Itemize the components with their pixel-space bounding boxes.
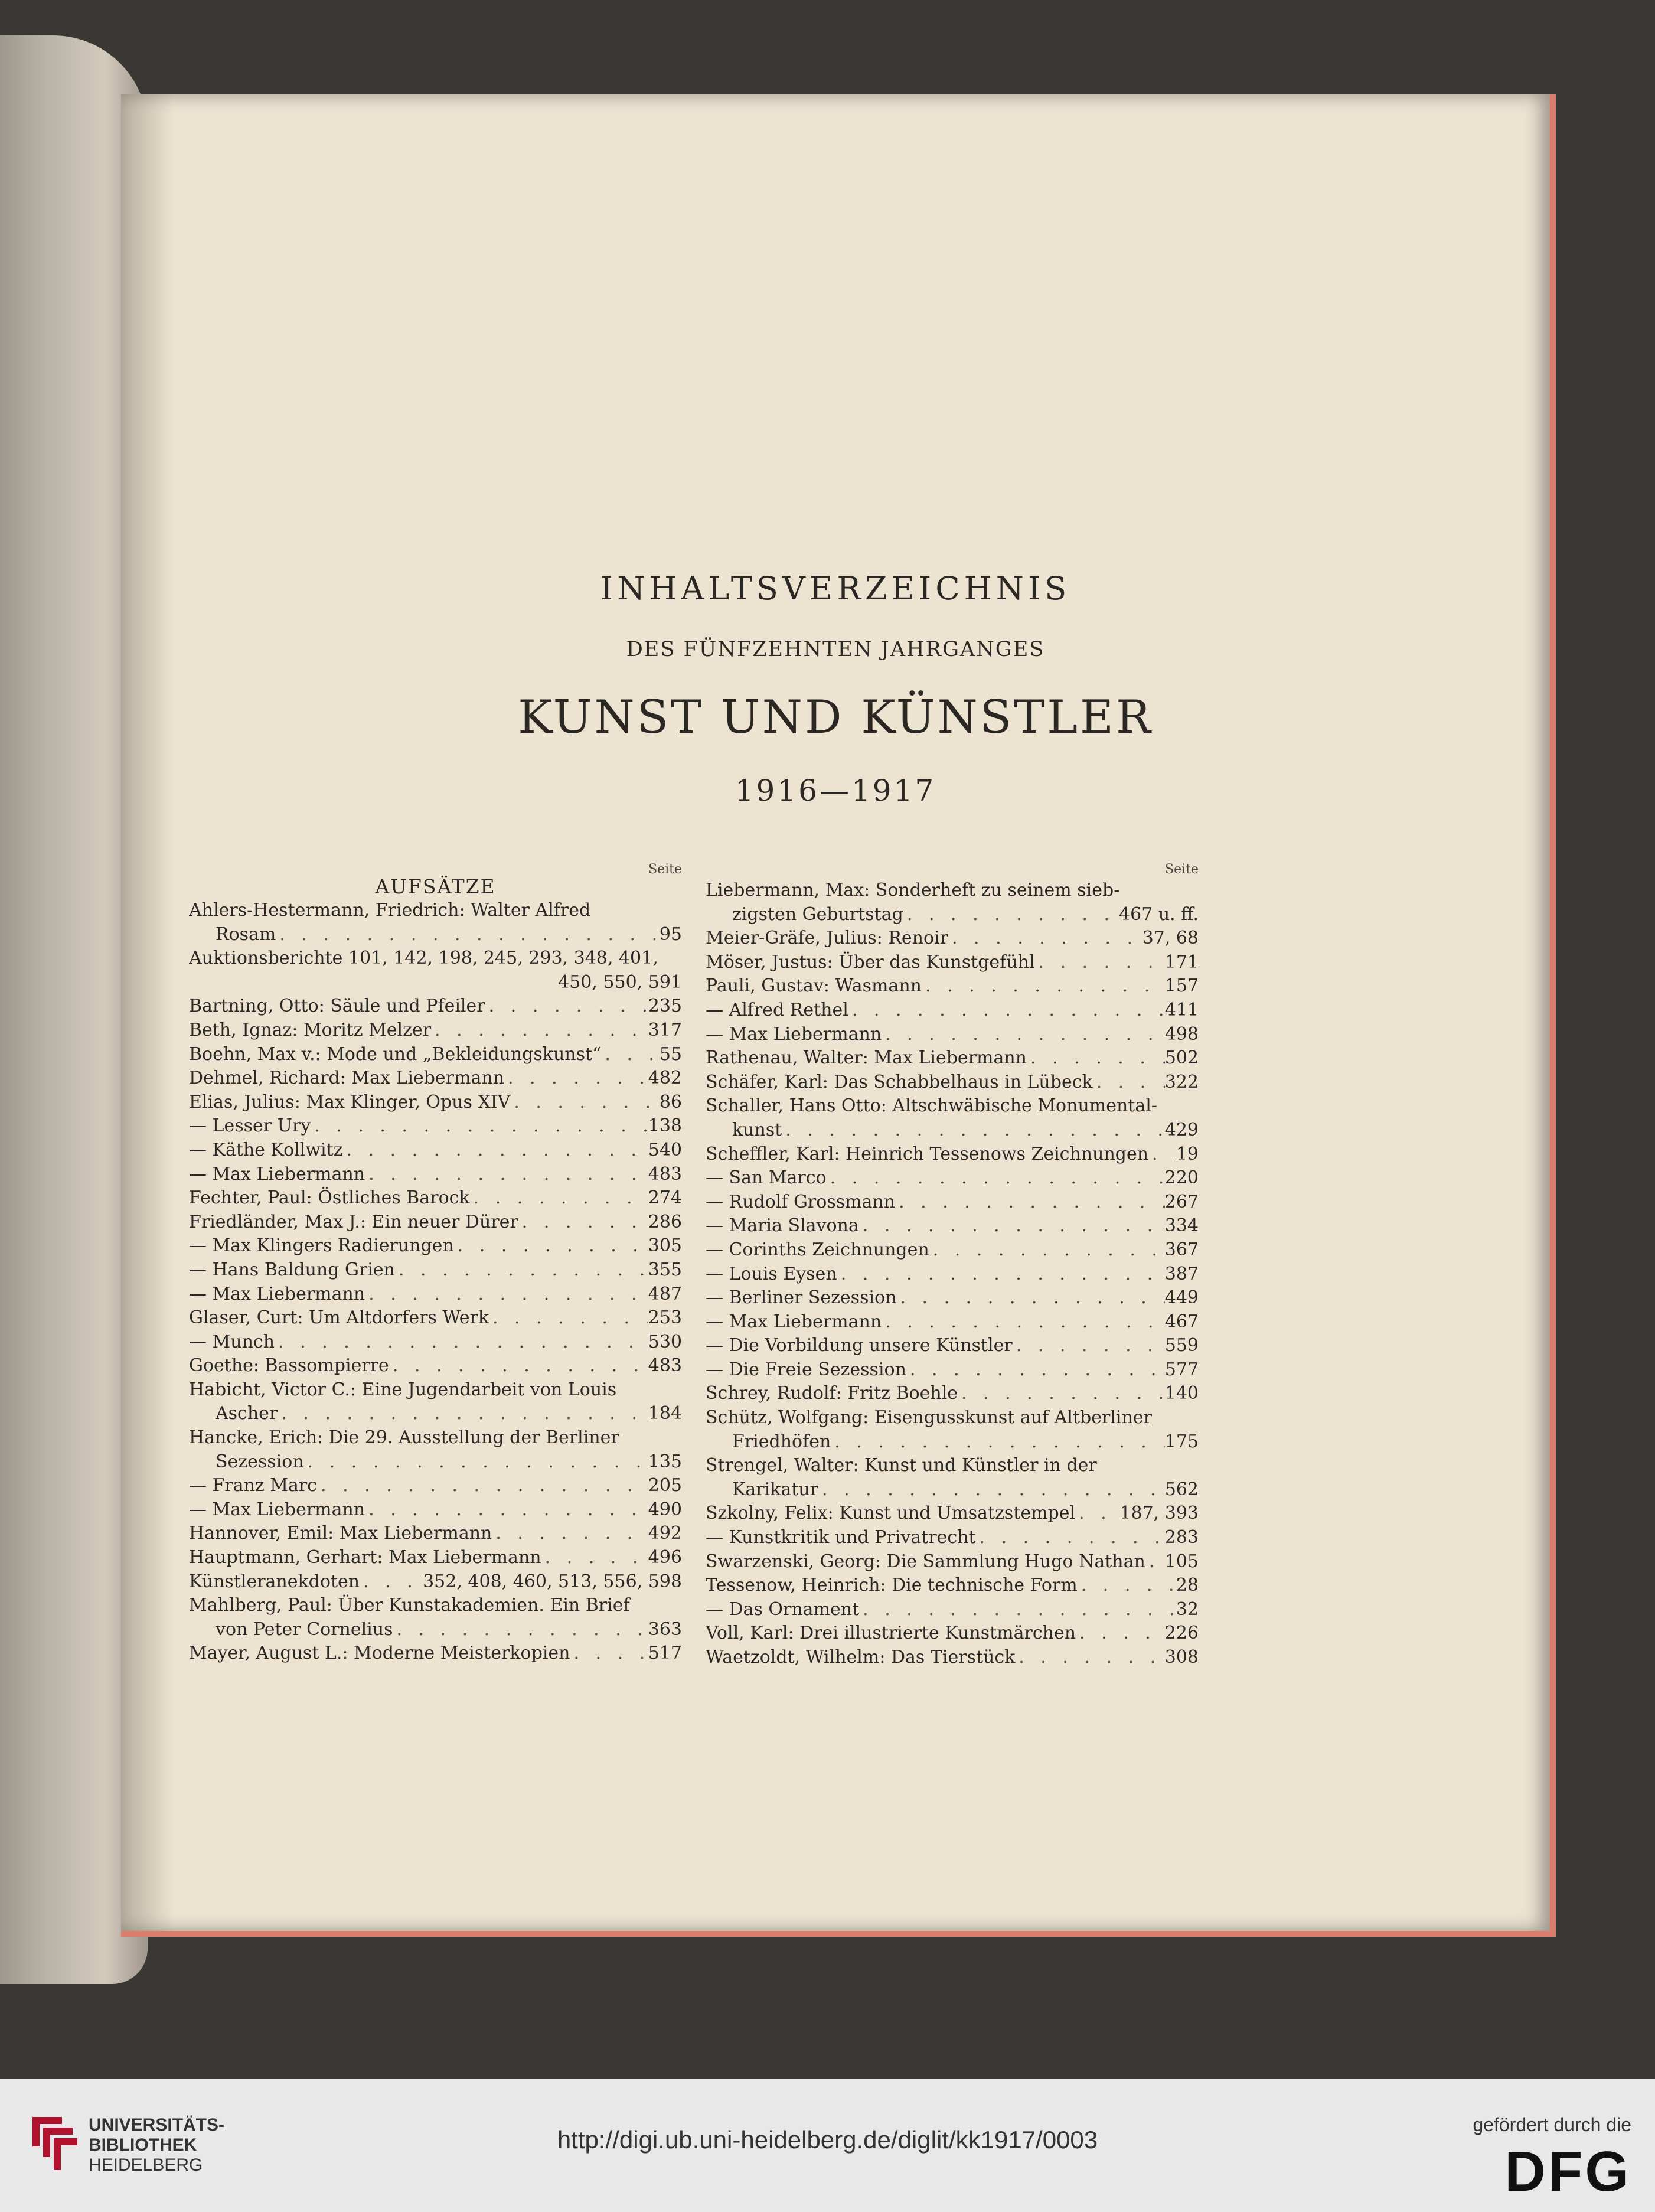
- toc-entry: [706, 1286, 1199, 1310]
- toc-entry-title: Friedländer, Max J.: Ein neuer Dürer: [189, 1211, 518, 1232]
- dot-leader: [859, 1214, 1165, 1238]
- toc-entry-page: 352, 408, 460, 513, 556, 598: [423, 1571, 682, 1592]
- toc-entry-title: Boehn, Max v.: Mode und „Bekleidungskunst“: [189, 1043, 602, 1065]
- toc-entry: [189, 1283, 682, 1307]
- dot-leader: [837, 1262, 1165, 1287]
- toc-entry-title: Meier-Gräfe, Julius: Renoir: [706, 928, 948, 949]
- dot-leader: [492, 1522, 648, 1546]
- toc-entry-page: 334: [1164, 1215, 1199, 1236]
- toc-entry-title: Dehmel, Richard: Max Liebermann: [189, 1068, 504, 1089]
- toc-entry-page: 175: [1164, 1431, 1199, 1452]
- toc-entry-title: kunst: [732, 1119, 782, 1140]
- toc-entry-page: 86: [659, 1091, 682, 1112]
- toc-entry: [706, 1046, 1199, 1071]
- toc-entry-title: Elias, Julius: Max Klinger, Opus XIV: [189, 1091, 511, 1112]
- toc-entry-page: 367: [1164, 1239, 1199, 1260]
- dot-leader: [1013, 1334, 1165, 1358]
- toc-entry: [189, 1642, 682, 1666]
- dot-leader: [782, 1118, 1164, 1143]
- dot-leader: [365, 1283, 648, 1307]
- toc-entry: [706, 1478, 1199, 1502]
- toc-entry-page: 355: [648, 1259, 682, 1280]
- toc-entry-title: — Max Liebermann: [189, 1499, 365, 1520]
- library-name-line: HEIDELBERG: [89, 2155, 203, 2175]
- toc-entry-title: von Peter Cornelius: [216, 1619, 393, 1640]
- toc-entry-page: 467 u. ff.: [1119, 903, 1199, 925]
- toc-entry-page: 171: [1164, 951, 1199, 973]
- toc-entry-title: Beth, Ignaz: Moritz Melzer: [189, 1019, 432, 1040]
- toc-entry-page: 135: [648, 1451, 682, 1472]
- toc-entry-title: Habicht, Victor C.: Eine Jugendarbeit von Louis: [189, 1379, 617, 1400]
- toc-entry: [189, 1306, 682, 1330]
- toc-entry-page: 95: [659, 924, 682, 945]
- toc-entry: [189, 1114, 682, 1138]
- toc-entry-title: Glaser, Curt: Um Altdorfers Werk: [189, 1307, 489, 1329]
- toc-entry-title: Scheffler, Karl: Heinrich Tessenows Zeichnungen: [706, 1143, 1149, 1164]
- toc-entry: [706, 1334, 1199, 1358]
- toc-entry-page: 490: [648, 1499, 682, 1520]
- dot-leader: [906, 1358, 1165, 1382]
- dot-leader: [510, 1091, 659, 1115]
- toc-entry-page: 184: [648, 1403, 682, 1424]
- toc-entry-title: — Franz Marc: [189, 1475, 317, 1496]
- toc-entry-page: 32: [1176, 1598, 1199, 1620]
- toc-entry-page: 429: [1164, 1119, 1199, 1140]
- toc-entry-page: 483: [648, 1355, 682, 1376]
- dot-leader: [1093, 1071, 1165, 1095]
- toc-entry-page: 283: [1164, 1527, 1199, 1548]
- dot-leader: [365, 1498, 648, 1522]
- section-heading: AUFSÄTZE: [375, 875, 496, 898]
- dot-leader: [848, 999, 1165, 1023]
- toc-entry: [706, 1358, 1199, 1382]
- toc-entry: [706, 1238, 1199, 1262]
- toc-entry: [706, 1430, 1199, 1454]
- toc-entry-title: Sezession: [216, 1451, 304, 1472]
- toc-entry: [189, 1498, 682, 1522]
- toc-entry-page: 37, 68: [1142, 928, 1199, 949]
- dot-leader: [278, 1402, 648, 1426]
- viewer-footer: [0, 2079, 1655, 2212]
- toc-entry-title: Ascher: [216, 1403, 278, 1424]
- toc-entry: [189, 1378, 682, 1402]
- dot-leader: [895, 1190, 1165, 1215]
- toc-entry: [189, 1043, 682, 1067]
- toc-entry-page: 577: [1164, 1359, 1199, 1380]
- toc-entry-page: 19: [1176, 1143, 1199, 1164]
- toc-entry-title: — Max Liebermann: [706, 1023, 882, 1045]
- toc-entry-title: — Rudolf Grossmann: [706, 1191, 896, 1212]
- toc-entry: [706, 1094, 1199, 1118]
- toc-entry-title: Möser, Justus: Über das Kunstgefühl: [706, 951, 1035, 973]
- toc-entry-title: — San Marco: [706, 1167, 827, 1189]
- toc-entry: [189, 1234, 682, 1258]
- dot-leader: [976, 1526, 1165, 1550]
- toc-entry-title: — Maria Slavona: [706, 1215, 859, 1236]
- dot-leader: [489, 1306, 648, 1330]
- toc-entry-title: — Hans Baldung Grien: [189, 1259, 395, 1280]
- toc-entry-title: — Munch: [189, 1331, 275, 1352]
- dot-leader: [470, 1186, 648, 1211]
- toc-entry: [189, 1546, 682, 1570]
- toc-entry-page: 138: [648, 1115, 682, 1137]
- toc-entry: [706, 951, 1199, 975]
- toc-entry-page: 411: [1164, 999, 1199, 1020]
- toc-entry-page: 28: [1176, 1575, 1199, 1596]
- toc-entry: [706, 1118, 1199, 1143]
- seite-label: Seite: [1165, 862, 1199, 877]
- toc-entry-page: 157: [1164, 976, 1199, 997]
- toc-entry: [189, 1522, 682, 1546]
- toc-entry-title: Mahlberg, Paul: Über Kunstakademien. Ein Brief: [189, 1595, 630, 1616]
- toc-entry-title: — Das Ornament: [706, 1598, 860, 1620]
- dot-leader: [275, 1330, 648, 1355]
- toc-entry: [189, 1618, 682, 1642]
- toc-entry: [706, 1262, 1199, 1287]
- toc-entry-page: 286: [648, 1211, 682, 1232]
- dot-leader: [431, 1019, 648, 1043]
- dot-leader: [831, 1430, 1164, 1454]
- dot-leader: [896, 1286, 1164, 1310]
- toc-entry-page: 267: [1164, 1191, 1199, 1212]
- dot-leader: [485, 994, 648, 1019]
- toc-entry: [706, 1310, 1199, 1335]
- toc-entry-page: 498: [1164, 1023, 1199, 1045]
- toc-entry: [189, 1211, 682, 1235]
- dot-leader: [518, 1211, 648, 1235]
- toc-entry-title: Mayer, August L.: Moderne Meisterkopien: [189, 1643, 570, 1664]
- toc-entry: [189, 1426, 682, 1450]
- toc-column-left: [189, 862, 682, 1666]
- toc-entry: [189, 1570, 682, 1594]
- dot-leader: [1035, 951, 1165, 975]
- toc-entry: [706, 1166, 1199, 1190]
- dot-leader: [601, 1043, 659, 1067]
- toc-entry-title: Friedhöfen: [732, 1431, 831, 1452]
- toc-entry-title: Bartning, Otto: Säule und Pfeiler: [189, 996, 485, 1017]
- toc-entry-title: Fechter, Paul: Östliches Barock: [189, 1187, 470, 1209]
- toc-entry: [706, 1071, 1199, 1095]
- toc-entry-title: Voll, Karl: Drei illustrierte Kunstmärchen: [706, 1623, 1076, 1644]
- dot-leader: [1148, 1143, 1176, 1167]
- toc-entry-title: Hauptmann, Gerhart: Max Liebermann: [189, 1547, 541, 1568]
- toc-entry-title: Tessenow, Heinrich: Die technische Form: [706, 1575, 1078, 1596]
- toc-entry-title: Ahlers-Hestermann, Friedrich: Walter Alfred: [189, 900, 591, 921]
- toc-entry-page: 220: [1164, 1167, 1199, 1189]
- toc-entry-title: — Max Liebermann: [189, 1163, 365, 1185]
- toc-entry: [189, 971, 682, 995]
- dot-leader: [393, 1618, 648, 1642]
- dot-leader: [827, 1166, 1165, 1190]
- toc-entry: [706, 903, 1199, 927]
- toc-entry: [189, 947, 682, 971]
- toc-entry: [189, 1163, 682, 1187]
- toc-entry-title: Schaller, Hans Otto: Altschwäbische Monumental-: [706, 1095, 1157, 1117]
- toc-entry: [189, 923, 682, 947]
- dot-leader: [541, 1546, 648, 1570]
- dot-leader: [922, 974, 1165, 999]
- toc-entry: [706, 1190, 1199, 1215]
- toc-entry-page: 308: [1164, 1647, 1199, 1668]
- toc-entry-page: 482: [648, 1068, 682, 1089]
- toc-entry-title: Auktionsberichte 101, 142, 198, 245, 293, 348, 401,: [189, 948, 658, 969]
- toc-entry-title: Pauli, Gustav: Wasmann: [706, 976, 922, 997]
- dot-leader: [395, 1258, 648, 1283]
- toc-entry: [706, 999, 1199, 1023]
- toc-entry-page: 55: [659, 1043, 682, 1065]
- toc-entry-page: 140: [1164, 1383, 1199, 1404]
- toc-entry-page: 363: [648, 1619, 682, 1640]
- page-title: INHALTSVERZEICHNIS: [600, 570, 1071, 607]
- toc-entry: [706, 1502, 1199, 1526]
- toc-entry: [706, 1454, 1199, 1478]
- toc-entry-title: Karikatur: [732, 1479, 819, 1500]
- toc-entry-title: Schäfer, Karl: Das Schabbelhaus in Lübeck: [706, 1071, 1093, 1092]
- toc-entry-title: — Alfred Rethel: [706, 999, 848, 1020]
- toc-entry: [706, 926, 1199, 951]
- dot-leader: [311, 1114, 648, 1138]
- toc-entry-page: 483: [648, 1163, 682, 1185]
- toc-entry: [706, 1526, 1199, 1550]
- dot-leader: [504, 1066, 648, 1091]
- dot-leader: [882, 1310, 1165, 1335]
- dot-leader: [1015, 1646, 1164, 1670]
- dot-leader: [389, 1354, 648, 1378]
- toc-entry-page: 502: [1164, 1048, 1199, 1069]
- toc-entry: [189, 1066, 682, 1091]
- page-subtitle: DES FÜNFZEHNTEN JAHRGANGES: [626, 638, 1045, 661]
- toc-entry-title: Goethe: Bassompierre: [189, 1355, 389, 1376]
- dot-leader: [365, 1163, 648, 1187]
- toc-entry-title: — Käthe Kollwitz: [189, 1139, 343, 1160]
- library-name-line: BIBLIOTHEK: [89, 2135, 197, 2155]
- toc-entry-page: 562: [1164, 1479, 1199, 1500]
- dot-leader: [276, 923, 659, 947]
- toc-entry-page: 205: [648, 1475, 682, 1496]
- dot-leader: [1078, 1574, 1176, 1598]
- toc-entry-page: 517: [648, 1643, 682, 1664]
- toc-entry-page: 450, 550, 591: [558, 971, 682, 993]
- dot-leader: [454, 1234, 648, 1258]
- publication-title: KUNST UND KÜNSTLER: [518, 691, 1153, 744]
- toc-entry: [706, 1574, 1199, 1598]
- toc-entry-page: 322: [1164, 1071, 1199, 1092]
- toc-entry: [706, 1023, 1199, 1047]
- toc-entry: [706, 1646, 1199, 1670]
- toc-list-right: [706, 879, 1199, 1670]
- dot-leader: [317, 1474, 648, 1498]
- toc-entry-page: 105: [1164, 1551, 1199, 1572]
- toc-entry-page: 317: [648, 1019, 682, 1040]
- toc-entry-title: Szkolny, Felix: Kunst und Umsatzstempel: [706, 1503, 1076, 1524]
- toc-entry-page: 387: [1164, 1263, 1199, 1284]
- toc-entry: [706, 1622, 1199, 1646]
- toc-entry: [706, 1598, 1199, 1622]
- toc-entry-page: 235: [648, 996, 682, 1017]
- dot-leader: [929, 1238, 1165, 1262]
- toc-entry: [706, 1214, 1199, 1238]
- toc-column-right: [706, 862, 1199, 1670]
- publication-years: 1916—1917: [735, 774, 936, 808]
- toc-entry: [189, 1138, 682, 1163]
- dot-leader: [1075, 1502, 1119, 1526]
- toc-entry-title: Rosam: [216, 924, 276, 945]
- toc-entry-page: 540: [648, 1139, 682, 1160]
- permalink-url[interactable]: http://digi.ub.uni-heidelberg.de/diglit/kk1917/0003: [557, 2126, 1098, 2154]
- toc-entry-title: — Die Vorbildung unsere Künstler: [706, 1335, 1013, 1356]
- dot-leader: [1145, 1550, 1165, 1574]
- dot-leader: [859, 1598, 1176, 1622]
- toc-entry: [189, 1450, 682, 1474]
- toc-entry-title: — Max Liebermann: [706, 1311, 882, 1332]
- toc-entry: [189, 1594, 682, 1618]
- toc-entry-page: 496: [648, 1547, 682, 1568]
- toc-entry-title: — Corinths Zeichnungen: [706, 1239, 929, 1260]
- toc-entry-page: 449: [1164, 1287, 1199, 1309]
- dot-leader: [882, 1023, 1165, 1047]
- toc-entry: [706, 974, 1199, 999]
- dot-leader: [1076, 1622, 1165, 1646]
- toc-entry-page: 487: [648, 1283, 682, 1304]
- toc-entry-title: zigsten Geburtstag: [732, 903, 903, 925]
- toc-entry-page: 530: [648, 1331, 682, 1352]
- dot-leader: [343, 1138, 648, 1163]
- dot-leader: [360, 1570, 423, 1594]
- toc-entry: [706, 1550, 1199, 1574]
- toc-entry: [189, 1402, 682, 1426]
- toc-entry: [189, 1186, 682, 1211]
- toc-entry: [189, 1474, 682, 1498]
- toc-list-left: [189, 899, 682, 1666]
- toc-entry: [189, 899, 682, 923]
- toc-entry-title: — Kunstkritik und Privatrecht: [706, 1527, 976, 1548]
- toc-entry: [706, 1143, 1199, 1167]
- toc-entry: [189, 1019, 682, 1043]
- funding-label: gefördert durch die: [1473, 2114, 1631, 2135]
- toc-entry-title: Rathenau, Walter: Max Liebermann: [706, 1048, 1027, 1069]
- toc-entry: [189, 1354, 682, 1378]
- toc-entry-title: Künstleranekdoten: [189, 1571, 360, 1592]
- toc-entry-title: Hannover, Emil: Max Liebermann: [189, 1523, 492, 1544]
- toc-entry-title: — Berliner Sezession: [706, 1287, 897, 1309]
- dot-leader: [958, 1382, 1165, 1406]
- toc-entry-title: — Max Liebermann: [189, 1283, 365, 1304]
- dfg-logo: DFG: [1504, 2140, 1631, 2203]
- toc-entry-title: — Lesser Ury: [189, 1115, 311, 1137]
- toc-entry: [189, 1258, 682, 1283]
- toc-entry-page: 492: [648, 1523, 682, 1544]
- dot-leader: [903, 903, 1119, 927]
- toc-entry-title: Strengel, Walter: Kunst und Künstler in der: [706, 1455, 1097, 1476]
- toc-entry-page: 253: [648, 1307, 682, 1329]
- toc-entry: [706, 1382, 1199, 1406]
- toc-entry-title: Waetzoldt, Wilhelm: Das Tierstück: [706, 1647, 1016, 1668]
- toc-entry: [706, 1406, 1199, 1430]
- toc-entry-title: — Max Klingers Radierungen: [189, 1235, 454, 1257]
- toc-entry-title: Swarzenski, Georg: Die Sammlung Hugo Nathan: [706, 1551, 1145, 1572]
- toc-entry-title: Hancke, Erich: Die 29. Ausstellung der Berliner: [189, 1427, 619, 1448]
- toc-entry-title: Schütz, Wolfgang: Eisengusskunst auf Altberliner: [706, 1407, 1152, 1428]
- toc-entry: [189, 1091, 682, 1115]
- toc-entry-page: 226: [1164, 1623, 1199, 1644]
- library-name-line: UNIVERSITÄTS-: [89, 2115, 225, 2135]
- toc-entry-title: Liebermann, Max: Sonderheft zu seinem sieb-: [706, 880, 1120, 901]
- toc-entry-title: — Louis Eysen: [706, 1263, 837, 1284]
- toc-entry-page: 559: [1164, 1335, 1199, 1356]
- toc-entry-title: Schrey, Rudolf: Fritz Boehle: [706, 1383, 958, 1404]
- toc-entry-page: 187, 393: [1119, 1503, 1199, 1524]
- seite-label: Seite: [648, 862, 682, 877]
- toc-entry: [189, 994, 682, 1019]
- toc-entry: [706, 879, 1199, 903]
- dot-leader: [818, 1478, 1165, 1502]
- toc-entry-title: — Die Freie Sezession: [706, 1359, 906, 1380]
- toc-entry-page: 274: [648, 1187, 682, 1209]
- dot-leader: [1027, 1046, 1165, 1071]
- toc-entry-page: 467: [1164, 1311, 1199, 1332]
- toc-entry-page: 305: [648, 1235, 682, 1257]
- dot-leader: [570, 1642, 648, 1666]
- toc-entry: [189, 1330, 682, 1355]
- dot-leader: [304, 1450, 648, 1474]
- dot-leader: [948, 926, 1142, 951]
